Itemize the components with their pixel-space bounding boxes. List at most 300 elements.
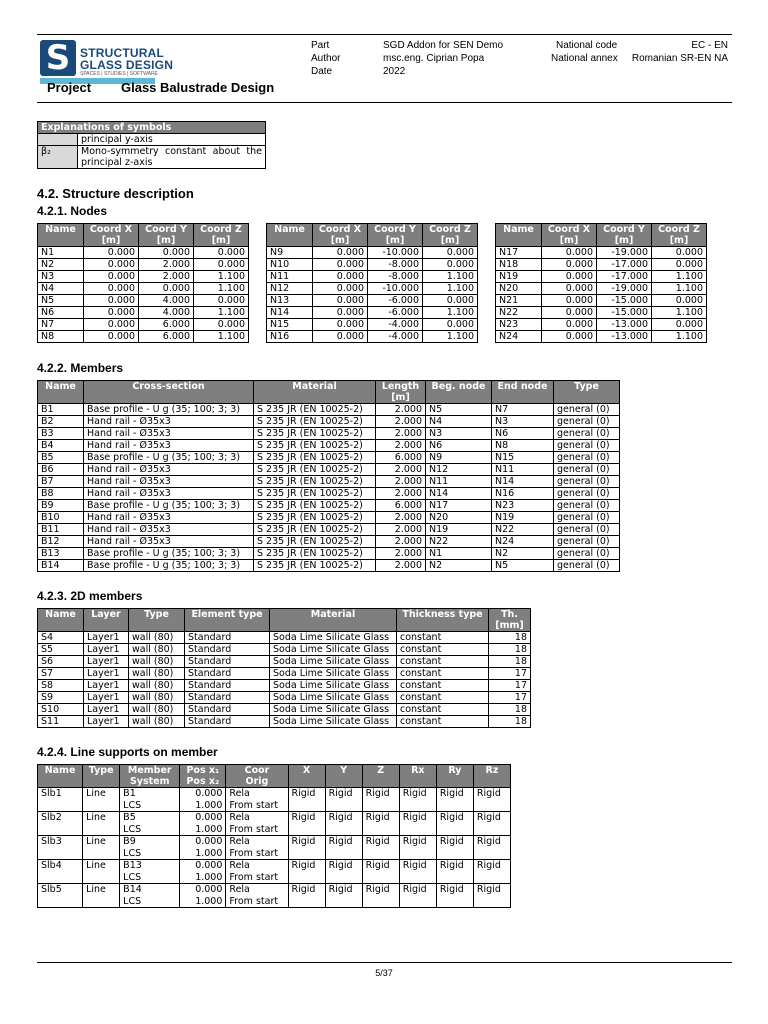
table-cell: 2.000 <box>376 524 426 536</box>
table-cell: 0.000 <box>652 247 707 259</box>
table-row <box>38 307 249 319</box>
table-cell: From start <box>226 848 288 860</box>
nodes-col-header: Coord X [m] <box>313 224 368 247</box>
header-bottom-rule <box>37 102 732 103</box>
table-cell: general (0) <box>554 440 620 452</box>
table-cell: S 235 JR (EN 10025-2) <box>254 536 376 548</box>
nodes-col-header: Name <box>38 224 84 247</box>
table-row <box>38 271 249 283</box>
table-cell: general (0) <box>554 560 620 572</box>
logo-s-icon: S <box>40 40 76 76</box>
logo-text-line2: GLASS DESIGN <box>80 58 174 72</box>
table-cell: Rigid <box>399 812 436 824</box>
table-cell: Line <box>83 884 120 896</box>
table-cell: constant <box>397 680 489 692</box>
table-row <box>38 872 511 884</box>
page-number: 5/37 <box>375 968 393 978</box>
table-cell: 1.100 <box>194 307 249 319</box>
table-cell: 2.000 <box>376 536 426 548</box>
table-cell: general (0) <box>554 404 620 416</box>
table-cell: 17 <box>489 692 531 704</box>
table-cell: Rigid <box>288 788 325 800</box>
table-cell: S 235 JR (EN 10025-2) <box>254 476 376 488</box>
table-cell: N6 <box>38 307 84 319</box>
table-cell: 2.000 <box>376 404 426 416</box>
table-cell: constant <box>397 716 489 728</box>
table-cell: Line <box>83 860 120 872</box>
table-row <box>38 896 511 908</box>
heading-2d-members: 4.2.3. 2D members <box>37 589 143 603</box>
table-cell: N9 <box>426 452 492 464</box>
table-cell: 2.000 <box>376 512 426 524</box>
table-cell: -8.000 <box>368 271 423 283</box>
table-cell: N14 <box>492 476 554 488</box>
table-cell: S11 <box>38 716 84 728</box>
table-cell: general (0) <box>554 416 620 428</box>
table-cell: -15.000 <box>597 295 652 307</box>
table-cell: Rigid <box>436 812 473 824</box>
table-cell: wall (80) <box>129 716 185 728</box>
table-cell: N20 <box>426 512 492 524</box>
table-cell: N11 <box>426 476 492 488</box>
table-cell: 0.000 <box>423 259 478 271</box>
table-cell: general (0) <box>554 512 620 524</box>
table-cell: S 235 JR (EN 10025-2) <box>254 404 376 416</box>
table-cell: Rigid <box>473 788 510 800</box>
table-cell <box>436 848 473 860</box>
table-cell: Rigid <box>473 836 510 848</box>
table-cell: N2 <box>38 259 84 271</box>
table-cell <box>362 896 399 908</box>
table-cell: S 235 JR (EN 10025-2) <box>254 440 376 452</box>
table-cell: wall (80) <box>129 680 185 692</box>
table-cell: 1.000 <box>180 848 226 860</box>
table-cell: From start <box>226 896 288 908</box>
table-cell: From start <box>226 824 288 836</box>
table-cell <box>399 896 436 908</box>
table-cell <box>473 896 510 908</box>
symbol-row <box>38 134 266 146</box>
table-row <box>38 259 249 271</box>
table-cell: 0.000 <box>313 307 368 319</box>
table-cell: general (0) <box>554 488 620 500</box>
table-cell: 0.000 <box>84 295 139 307</box>
table-cell: Rigid <box>473 884 510 896</box>
table-row <box>38 848 511 860</box>
table-cell: N22 <box>426 536 492 548</box>
table-cell: 0.000 <box>139 283 194 295</box>
table-row <box>38 416 620 428</box>
table-cell: 2.000 <box>376 560 426 572</box>
table-cell: constant <box>397 656 489 668</box>
table-row <box>38 331 249 343</box>
table-cell <box>288 872 325 884</box>
symbol-row <box>38 146 266 169</box>
symbols-title: Explanations of symbols <box>38 122 266 134</box>
table-row <box>267 271 478 283</box>
table-cell: B1 <box>38 404 84 416</box>
table-cell: S 235 JR (EN 10025-2) <box>254 548 376 560</box>
nodes-col-header: Coord Y [m] <box>139 224 194 247</box>
table-cell: 6.000 <box>376 452 426 464</box>
table-cell: N13 <box>267 295 313 307</box>
table-cell: 2.000 <box>376 440 426 452</box>
supports-subheader-row <box>38 776 511 788</box>
table-cell <box>38 896 83 908</box>
table-row <box>496 247 707 259</box>
table-cell: Soda Lime Silicate Glass <box>270 632 397 644</box>
author-value: msc.eng. Ciprian Popa <box>383 53 485 64</box>
table-cell: 1.100 <box>652 331 707 343</box>
table-cell: 1.100 <box>194 283 249 295</box>
table-cell: Layer1 <box>84 716 129 728</box>
table-cell <box>83 872 120 884</box>
table-cell <box>362 800 399 812</box>
table-cell: B4 <box>38 440 84 452</box>
table-cell: LCS <box>120 872 180 884</box>
table-cell: N8 <box>38 331 84 343</box>
supports-col-header: Z <box>362 765 399 777</box>
table-cell: N11 <box>267 271 313 283</box>
table-cell: Standard <box>185 692 270 704</box>
national-annex-label: National annex <box>551 53 618 64</box>
table-cell: B10 <box>38 512 84 524</box>
table-cell: S 235 JR (EN 10025-2) <box>254 500 376 512</box>
table-cell: 0.000 <box>180 788 226 800</box>
symbol-text: principal y-axis <box>78 134 266 146</box>
table-cell: Rela <box>226 836 288 848</box>
line-supports-table <box>37 764 511 908</box>
table-row <box>267 307 478 319</box>
table-cell: 0.000 <box>194 319 249 331</box>
table-cell: Soda Lime Silicate Glass <box>270 680 397 692</box>
table-row <box>38 824 511 836</box>
table-cell <box>38 848 83 860</box>
supports-col-subheader <box>288 776 325 788</box>
table-cell: Layer1 <box>84 668 129 680</box>
table-cell: 0.000 <box>84 307 139 319</box>
table-cell: Standard <box>185 644 270 656</box>
table-cell: B11 <box>38 524 84 536</box>
footer-rule <box>37 962 732 963</box>
table-cell: Soda Lime Silicate Glass <box>270 656 397 668</box>
table-cell: B5 <box>120 812 180 824</box>
table-cell: 0.000 <box>542 259 597 271</box>
table-cell: Soda Lime Silicate Glass <box>270 668 397 680</box>
members-col-header: Type <box>554 381 620 404</box>
table-cell: Base profile - U g (35; 100; 3; 3) <box>84 452 254 464</box>
members2d-header-row <box>38 609 531 632</box>
table-cell: 6.000 <box>376 500 426 512</box>
part-label: Part <box>311 40 330 51</box>
table-cell: 18 <box>489 656 531 668</box>
table-cell <box>288 896 325 908</box>
table-cell: 0.000 <box>652 319 707 331</box>
table-cell <box>38 872 83 884</box>
table-cell: Rigid <box>436 836 473 848</box>
table-cell: constant <box>397 644 489 656</box>
table-cell: N3 <box>492 416 554 428</box>
table-row <box>38 704 531 716</box>
table-cell: -15.000 <box>597 307 652 319</box>
table-cell: 2.000 <box>376 476 426 488</box>
members2d-col-header: Type <box>129 609 185 632</box>
table-cell <box>83 896 120 908</box>
supports-col-header: Coor <box>226 765 288 777</box>
table-cell: From start <box>226 872 288 884</box>
table-row <box>38 836 511 848</box>
table-cell: 18 <box>489 644 531 656</box>
table-cell: B13 <box>38 548 84 560</box>
table-cell: Rigid <box>288 836 325 848</box>
table-cell: 2.000 <box>139 259 194 271</box>
table-cell: N1 <box>38 247 84 259</box>
table-cell: Rigid <box>399 836 436 848</box>
table-cell: N17 <box>496 247 542 259</box>
table-cell: 0.000 <box>84 271 139 283</box>
supports-col-header: Y <box>325 765 362 777</box>
table-cell: wall (80) <box>129 656 185 668</box>
table-cell: Rigid <box>362 836 399 848</box>
table-cell: Hand rail - Ø35x3 <box>84 512 254 524</box>
table-row <box>38 536 620 548</box>
table-cell <box>325 872 362 884</box>
table-cell: Rigid <box>473 812 510 824</box>
table-cell <box>399 824 436 836</box>
table-row <box>38 680 531 692</box>
table-cell <box>399 872 436 884</box>
table-cell: Layer1 <box>84 680 129 692</box>
members-col-header: End node <box>492 381 554 404</box>
table-cell: Rigid <box>325 788 362 800</box>
table-cell: Layer1 <box>84 644 129 656</box>
supports-col-subheader <box>362 776 399 788</box>
table-cell <box>325 800 362 812</box>
supports-col-header: X <box>288 765 325 777</box>
table-cell: Rigid <box>325 812 362 824</box>
table-cell: N15 <box>492 452 554 464</box>
table-cell: 1.100 <box>423 331 478 343</box>
table-cell: -4.000 <box>368 319 423 331</box>
table-cell: Base profile - U g (35; 100; 3; 3) <box>84 560 254 572</box>
table-cell: 0.000 <box>180 884 226 896</box>
table-cell: S 235 JR (EN 10025-2) <box>254 524 376 536</box>
table-cell: -6.000 <box>368 307 423 319</box>
table-cell: 0.000 <box>313 319 368 331</box>
table-cell: S 235 JR (EN 10025-2) <box>254 512 376 524</box>
table-cell: general (0) <box>554 452 620 464</box>
table-cell: S 235 JR (EN 10025-2) <box>254 464 376 476</box>
table-cell <box>473 848 510 860</box>
supports-col-header: Rz <box>473 765 510 777</box>
table-cell: From start <box>226 800 288 812</box>
national-annex-value: Romanian SR-EN NA <box>631 53 728 64</box>
table-row <box>38 692 531 704</box>
table-cell: Standard <box>185 680 270 692</box>
table-cell: wall (80) <box>129 632 185 644</box>
table-cell: 0.000 <box>313 295 368 307</box>
table-row <box>38 560 620 572</box>
table-cell: Slb3 <box>38 836 83 848</box>
heading-line-supports: 4.2.4. Line supports on member <box>37 745 218 759</box>
table-cell: N18 <box>496 259 542 271</box>
supports-col-header: Member <box>120 765 180 777</box>
table-cell: S8 <box>38 680 84 692</box>
members2d-col-header: Name <box>38 609 84 632</box>
table-cell: N23 <box>496 319 542 331</box>
table-cell: Line <box>83 812 120 824</box>
table-row <box>267 259 478 271</box>
table-cell: wall (80) <box>129 644 185 656</box>
supports-col-subheader <box>473 776 510 788</box>
table-cell <box>288 824 325 836</box>
table-cell: 0.000 <box>542 247 597 259</box>
table-cell: Rigid <box>362 860 399 872</box>
table-cell: N2 <box>426 560 492 572</box>
table-row <box>496 331 707 343</box>
supports-col-header: Name <box>38 765 83 777</box>
table-cell: Soda Lime Silicate Glass <box>270 692 397 704</box>
table-cell: general (0) <box>554 500 620 512</box>
table-cell: N17 <box>426 500 492 512</box>
table-cell: N21 <box>496 295 542 307</box>
table-cell <box>362 824 399 836</box>
table-cell: 0.000 <box>194 259 249 271</box>
table-cell: 0.000 <box>84 247 139 259</box>
table-row <box>496 283 707 295</box>
table-cell: Hand rail - Ø35x3 <box>84 488 254 500</box>
table-cell: 0.000 <box>652 259 707 271</box>
table-cell: 1.100 <box>423 271 478 283</box>
table-cell: Hand rail - Ø35x3 <box>84 464 254 476</box>
nodes-col-header: Coord Z [m] <box>652 224 707 247</box>
table-cell: Soda Lime Silicate Glass <box>270 644 397 656</box>
table-cell: Rela <box>226 860 288 872</box>
table-cell: N3 <box>38 271 84 283</box>
table-cell: Soda Lime Silicate Glass <box>270 716 397 728</box>
table-cell: 6.000 <box>139 331 194 343</box>
members-col-header: Beg. node <box>426 381 492 404</box>
table-cell: N7 <box>38 319 84 331</box>
table-cell: Rigid <box>325 860 362 872</box>
nodes-table-2 <box>266 223 478 343</box>
supports-col-subheader <box>325 776 362 788</box>
national-code-label: National code <box>556 40 618 51</box>
table-cell: 1.000 <box>180 824 226 836</box>
table-row <box>38 860 511 872</box>
table-cell: S 235 JR (EN 10025-2) <box>254 452 376 464</box>
table-cell <box>83 824 120 836</box>
members2d-col-header: Material <box>270 609 397 632</box>
table-cell: 0.000 <box>313 283 368 295</box>
table-cell: 0.000 <box>542 295 597 307</box>
table-row <box>267 283 478 295</box>
table-cell: N4 <box>426 416 492 428</box>
company-logo <box>40 38 174 84</box>
table-cell: N20 <box>496 283 542 295</box>
date-value: 2022 <box>383 66 406 77</box>
table-row <box>38 295 249 307</box>
table-cell: N22 <box>492 524 554 536</box>
table-cell: 1.100 <box>652 283 707 295</box>
table-row <box>38 548 620 560</box>
table-cell: 0.000 <box>194 247 249 259</box>
table-cell: S7 <box>38 668 84 680</box>
table-cell: N14 <box>267 307 313 319</box>
table-cell: Soda Lime Silicate Glass <box>270 704 397 716</box>
table-cell: Hand rail - Ø35x3 <box>84 416 254 428</box>
table-cell: B2 <box>38 416 84 428</box>
supports-col-subheader <box>38 776 83 788</box>
table-row <box>38 247 249 259</box>
table-cell: N3 <box>426 428 492 440</box>
table-cell: Rigid <box>362 812 399 824</box>
table-cell: B8 <box>38 488 84 500</box>
table-cell: Slb4 <box>38 860 83 872</box>
table-row <box>38 428 620 440</box>
table-cell: Layer1 <box>84 632 129 644</box>
date-label: Date <box>311 66 333 77</box>
nodes-header-row <box>267 224 478 247</box>
table-row <box>38 464 620 476</box>
table-cell: N12 <box>426 464 492 476</box>
table-cell: 1.100 <box>194 271 249 283</box>
supports-col-header: Type <box>83 765 120 777</box>
table-row <box>38 812 511 824</box>
table-row <box>496 295 707 307</box>
table-cell: N22 <box>496 307 542 319</box>
table-cell: Rigid <box>399 860 436 872</box>
logo-text-line1: STRUCTURAL <box>80 46 164 60</box>
table-cell <box>325 896 362 908</box>
table-cell: 2.000 <box>376 428 426 440</box>
table-cell: 6.000 <box>139 319 194 331</box>
table-cell: B9 <box>38 500 84 512</box>
heading-nodes: 4.2.1. Nodes <box>37 204 108 218</box>
table-cell: 1.100 <box>194 331 249 343</box>
table-cell: N19 <box>492 512 554 524</box>
table-cell: N24 <box>492 536 554 548</box>
table-cell: N19 <box>426 524 492 536</box>
table-cell: 0.000 <box>313 247 368 259</box>
table-cell: wall (80) <box>129 668 185 680</box>
table-cell: N16 <box>492 488 554 500</box>
table-cell <box>325 848 362 860</box>
table-cell: 0.000 <box>423 247 478 259</box>
logo-tagline: SPACES | STUDIES | SOFTWARE <box>80 71 158 77</box>
nodes-header-row <box>496 224 707 247</box>
table-cell: 4.000 <box>139 295 194 307</box>
table-cell: general (0) <box>554 536 620 548</box>
project-label: Project <box>47 80 92 95</box>
table-row <box>496 319 707 331</box>
table-cell: Rigid <box>288 860 325 872</box>
supports-col-subheader <box>399 776 436 788</box>
table-cell: N8 <box>492 440 554 452</box>
table-cell: 0.000 <box>194 295 249 307</box>
table-cell: N10 <box>267 259 313 271</box>
symbol-cell: β₂ <box>38 146 78 169</box>
table-cell: LCS <box>120 896 180 908</box>
table-cell <box>436 896 473 908</box>
table-cell: 1.000 <box>180 896 226 908</box>
part-value: SGD Addon for SEN Demo <box>383 40 504 51</box>
table-cell: 2.000 <box>376 548 426 560</box>
table-cell: Line <box>83 788 120 800</box>
table-cell <box>473 800 510 812</box>
table-cell: -10.000 <box>368 283 423 295</box>
table-row <box>38 512 620 524</box>
